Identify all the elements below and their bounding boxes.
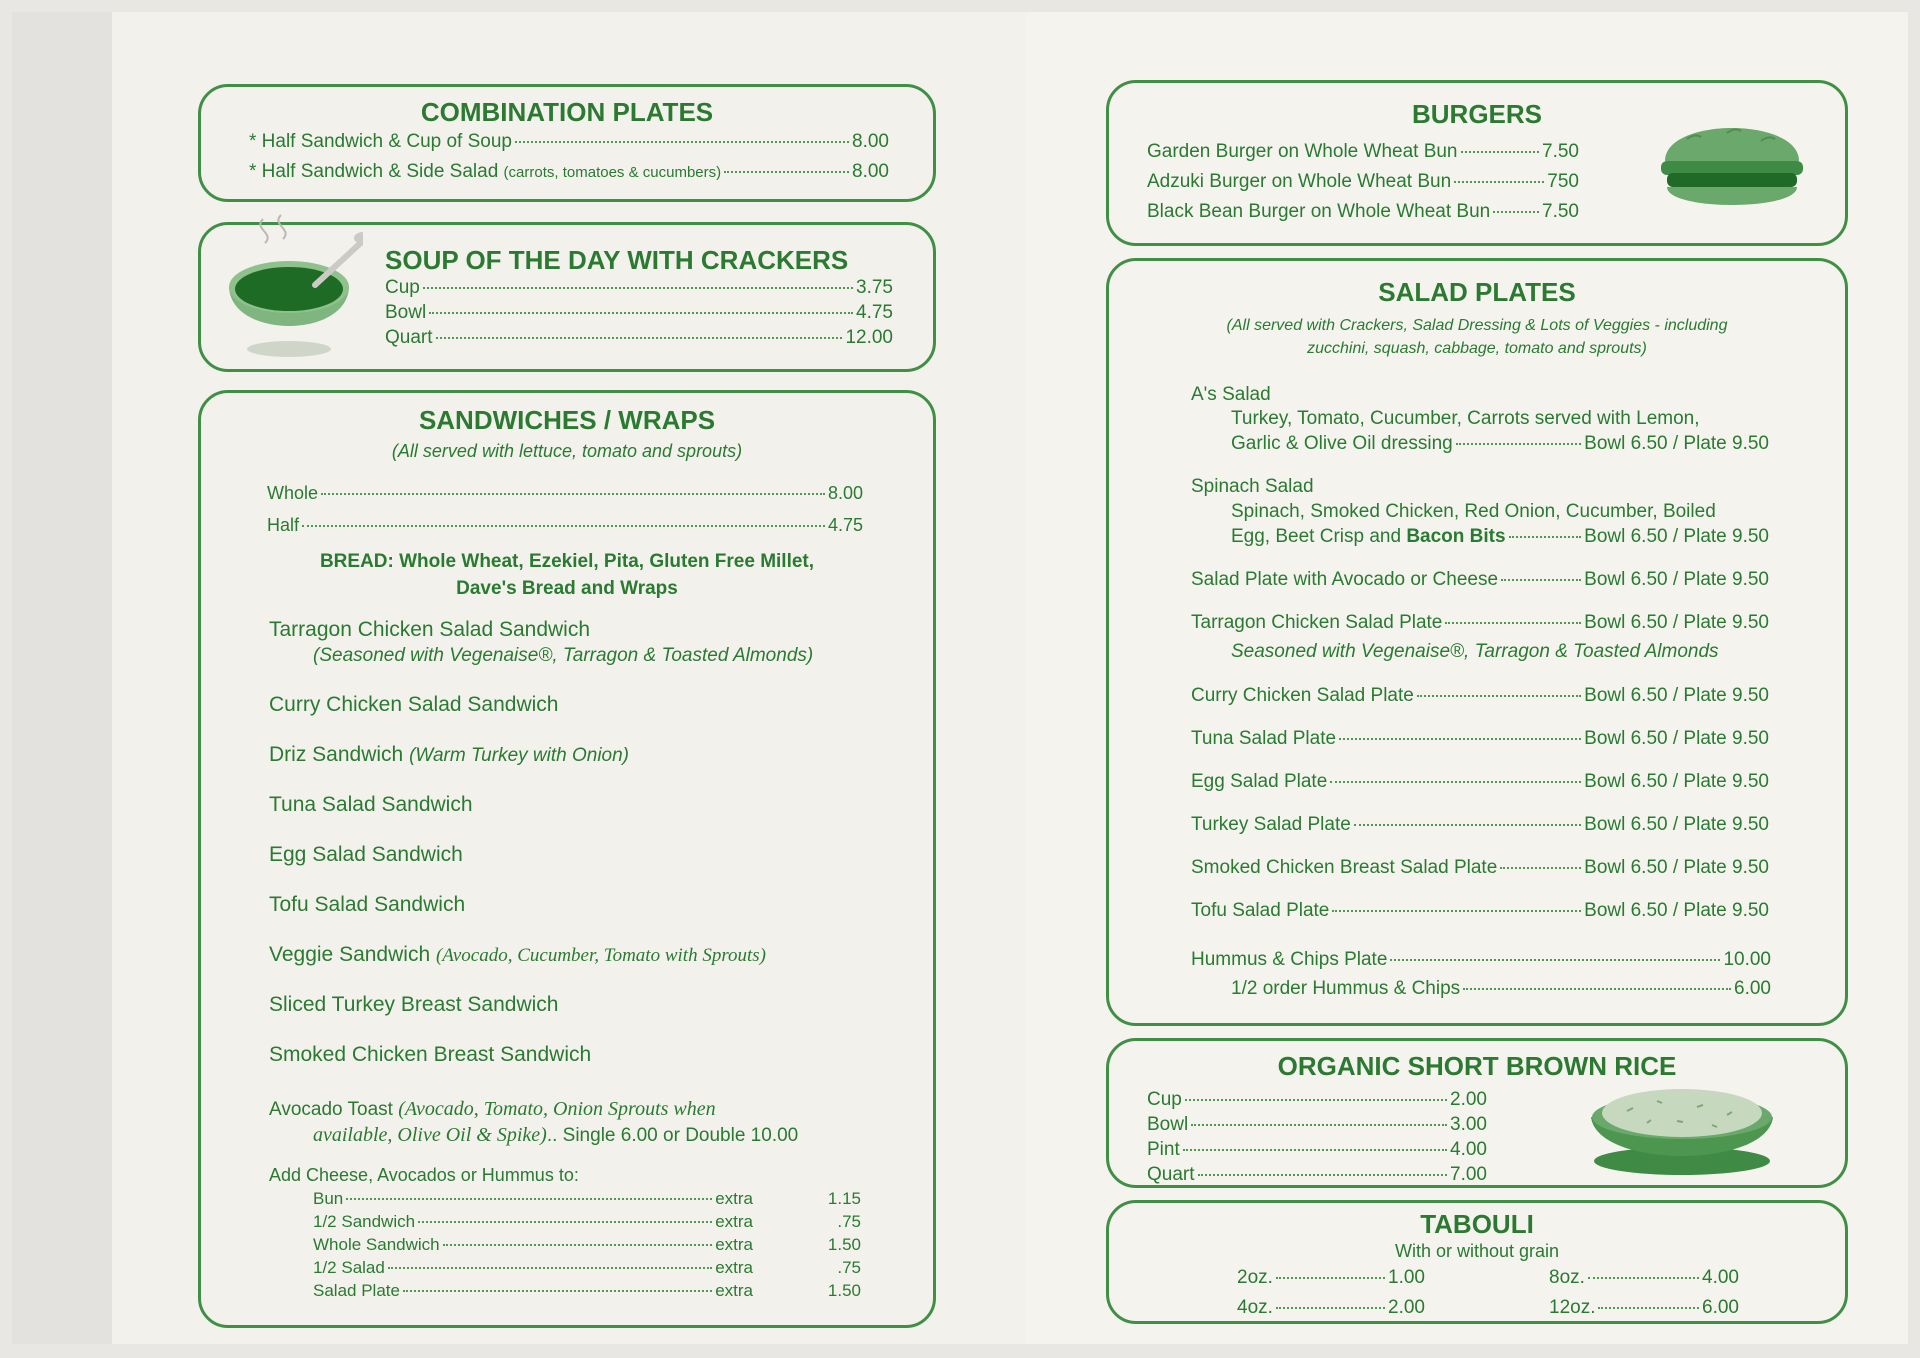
combination-item: * Half Sandwich & Cup of Soup 8.00: [249, 131, 889, 152]
leader-dots: [1417, 695, 1581, 697]
sandwich-item: Tuna Salad Sandwich: [269, 793, 473, 816]
salad-item: Tarragon Chicken Salad Plate Bowl 6.50 / Plate 9.50: [1191, 612, 1769, 633]
salad-item: Smoked Chicken Breast Salad Plate Bowl 6.50 / Plate 9.50: [1191, 857, 1769, 878]
addon-price: .75: [837, 1212, 861, 1231]
addon-price: .75: [837, 1258, 861, 1277]
salad-item-desc: Turkey, Tomato, Cucumber, Carrots served with Lemon,: [1231, 408, 1700, 429]
salad-item: Salad Plate with Avocado or Cheese Bowl 6.50 / Plate 9.50: [1191, 569, 1769, 590]
leader-dots: [321, 493, 825, 495]
leader-dots: [1339, 738, 1581, 740]
leader-dots: [1276, 1307, 1385, 1309]
tabouli-item: 4oz. 2.00: [1237, 1297, 1425, 1318]
leader-dots: [1509, 536, 1582, 538]
leader-dots: [1276, 1277, 1385, 1279]
burger-icon: [1657, 109, 1807, 219]
sandwich-size: Half 4.75: [267, 515, 863, 535]
sandwich-item: Avocado Toast (Avocado, Tomato, Onion Sprouts when: [269, 1098, 716, 1120]
leader-dots: [724, 171, 849, 173]
tabouli-item: 12oz. 6.00: [1549, 1297, 1739, 1318]
menu-sheet: [12, 12, 1908, 1344]
leader-dots: [1500, 867, 1581, 869]
left-page: [112, 12, 1026, 1344]
salad-plates-box: [1106, 258, 1848, 1026]
leader-dots: [346, 1198, 712, 1200]
leader-dots: [1588, 1277, 1699, 1279]
salad-item: 1/2 order Hummus & Chips 6.00: [1231, 978, 1771, 999]
soup-bowl-icon: [223, 211, 363, 361]
tabouli-item: 2oz. 1.00: [1237, 1267, 1425, 1288]
salad-item: Tofu Salad Plate Bowl 6.50 / Plate 9.50: [1191, 900, 1769, 921]
rice-item: Quart 7.00: [1147, 1164, 1487, 1185]
rice-item: Bowl 3.00: [1147, 1114, 1487, 1135]
salad-item-desc: Spinach, Smoked Chicken, Red Onion, Cucumber, Boiled: [1231, 501, 1716, 522]
sandwich-item: Egg Salad Sandwich: [269, 843, 463, 866]
burger-item: Garden Burger on Whole Wheat Bun 7.50: [1147, 141, 1579, 162]
salad-item: Turkey Salad Plate Bowl 6.50 / Plate 9.50: [1191, 814, 1769, 835]
salad-item-name: Spinach Salad: [1191, 476, 1314, 497]
sandwich-note: available, Olive Oil & Spike).. Single 6.00 or Double 10.00: [313, 1124, 799, 1146]
leader-dots: [1183, 1149, 1447, 1151]
leader-dots: [302, 525, 825, 527]
soup-item: Bowl 4.75: [385, 302, 893, 323]
leader-dots: [1330, 781, 1581, 783]
addon-row: Salad Plate extra: [313, 1281, 753, 1300]
sandwich-item: Driz Sandwich (Warm Turkey with Onion): [269, 743, 630, 766]
addon-row: Whole Sandwich extra: [313, 1235, 753, 1254]
sandwich-note: (Seasoned with Vegenaise®, Tarragon & Toasted Almonds): [313, 645, 814, 666]
burgers-title: BURGERS: [1411, 99, 1542, 129]
leader-dots: [436, 337, 843, 339]
leader-dots: [388, 1267, 712, 1269]
soup-box: [198, 222, 936, 372]
salad-item: Hummus & Chips Plate 10.00: [1191, 949, 1771, 970]
rice-title: ORGANIC SHORT BROWN RICE: [1277, 1051, 1677, 1081]
tabouli-title: TABOULI: [1420, 1209, 1534, 1239]
addons-title: Add Cheese, Avocados or Hummus to:: [269, 1165, 579, 1185]
salad-plates-title: SALAD PLATES: [1378, 277, 1576, 307]
salad-item: Curry Chicken Salad Plate Bowl 6.50 / Plate 9.50: [1191, 685, 1769, 706]
addon-price: 1.50: [827, 1281, 861, 1300]
leader-dots: [1445, 622, 1581, 624]
leader-dots: [1493, 211, 1539, 213]
leader-dots: [1461, 151, 1540, 153]
rice-item: Cup 2.00: [1147, 1089, 1487, 1110]
leader-dots: [1191, 1124, 1447, 1126]
salad-subtitle: (All served with Crackers, Salad Dressing & Lots of Veggies - including: [1226, 317, 1728, 334]
salad-item: Egg, Beet Crisp and Bacon Bits Bowl 6.50 / Plate 9.50: [1231, 526, 1769, 547]
sandwich-item: Tarragon Chicken Salad Sandwich: [269, 618, 591, 641]
leader-dots: [1501, 579, 1581, 581]
rice-bowl-icon: [1587, 1077, 1777, 1177]
soup-item: Quart 12.00: [385, 327, 893, 348]
sandwich-item: Sliced Turkey Breast Sandwich: [269, 993, 559, 1016]
leader-dots: [418, 1221, 712, 1223]
sandwiches-title: SANDWICHES / WRAPS: [418, 405, 716, 435]
salad-item: Egg Salad Plate Bowl 6.50 / Plate 9.50: [1191, 771, 1769, 792]
leader-dots: [1354, 824, 1581, 826]
leader-dots: [1185, 1099, 1447, 1101]
salad-note: Seasoned with Vegenaise®, Tarragon & Toasted Almonds: [1231, 641, 1719, 662]
rice-box: [1106, 1038, 1848, 1188]
tabouli-subtitle: With or without grain: [1394, 1241, 1560, 1261]
bread-options: BREAD: Whole Wheat, Ezekiel, Pita, Gluten Free Millet,: [319, 551, 815, 572]
leader-dots: [1456, 443, 1581, 445]
sandwiches-subtitle: (All served with lettuce, tomato and sprouts): [391, 441, 743, 461]
salad-subtitle: zucchini, squash, cabbage, tomato and sprouts): [1307, 340, 1647, 357]
salad-item-name: A's Salad: [1191, 384, 1271, 405]
leader-dots: [1454, 181, 1544, 183]
sandwich-item: Tofu Salad Sandwich: [269, 893, 466, 916]
addon-row: 1/2 Salad extra: [313, 1258, 753, 1277]
addon-row: 1/2 Sandwich extra: [313, 1212, 753, 1231]
leader-dots: [1463, 988, 1731, 990]
leader-dots: [1332, 910, 1581, 912]
salad-item: Garlic & Olive Oil dressing Bowl 6.50 / Plate 9.50: [1231, 433, 1769, 454]
leader-dots: [1598, 1307, 1699, 1309]
sandwich-size: Whole 8.00: [267, 483, 863, 503]
tabouli-box: [1106, 1200, 1848, 1324]
leader-dots: [429, 312, 853, 314]
sandwich-item: Smoked Chicken Breast Sandwich: [269, 1043, 592, 1066]
sandwiches-box: [198, 390, 936, 1328]
soup-title: SOUP OF THE DAY WITH CRACKERS: [385, 245, 849, 275]
addon-price: 1.50: [827, 1235, 861, 1254]
burgers-box: [1106, 80, 1848, 246]
burger-item: Adzuki Burger on Whole Wheat Bun 750: [1147, 171, 1579, 192]
addon-price: 1.15: [827, 1189, 861, 1208]
right-page: [1026, 12, 1908, 1344]
leader-dots: [423, 287, 853, 289]
burger-item: Black Bean Burger on Whole Wheat Bun 7.50: [1147, 201, 1579, 222]
combination-plates-box: [198, 84, 936, 202]
bread-options: Dave's Bread and Wraps: [456, 578, 678, 599]
sandwich-item: Veggie Sandwich (Avocado, Cucumber, Tomato with Sprouts): [269, 943, 767, 966]
leader-dots: [1390, 959, 1720, 961]
soup-item: Cup 3.75: [385, 277, 893, 298]
rice-item: Pint 4.00: [1147, 1139, 1487, 1160]
addon-row: Bun extra: [313, 1189, 753, 1208]
combination-item: * Half Sandwich & Side Salad (carrots, tomatoes & cucumbers) 8.00: [249, 161, 889, 182]
leader-dots: [403, 1290, 712, 1292]
combination-plates-title: COMBINATION PLATES: [420, 97, 714, 127]
sandwich-item: Curry Chicken Salad Sandwich: [269, 693, 559, 716]
salad-item: Tuna Salad Plate Bowl 6.50 / Plate 9.50: [1191, 728, 1769, 749]
tabouli-item: 8oz. 4.00: [1549, 1267, 1739, 1288]
leader-dots: [1198, 1174, 1447, 1176]
leader-dots: [515, 141, 849, 143]
leader-dots: [443, 1244, 713, 1246]
